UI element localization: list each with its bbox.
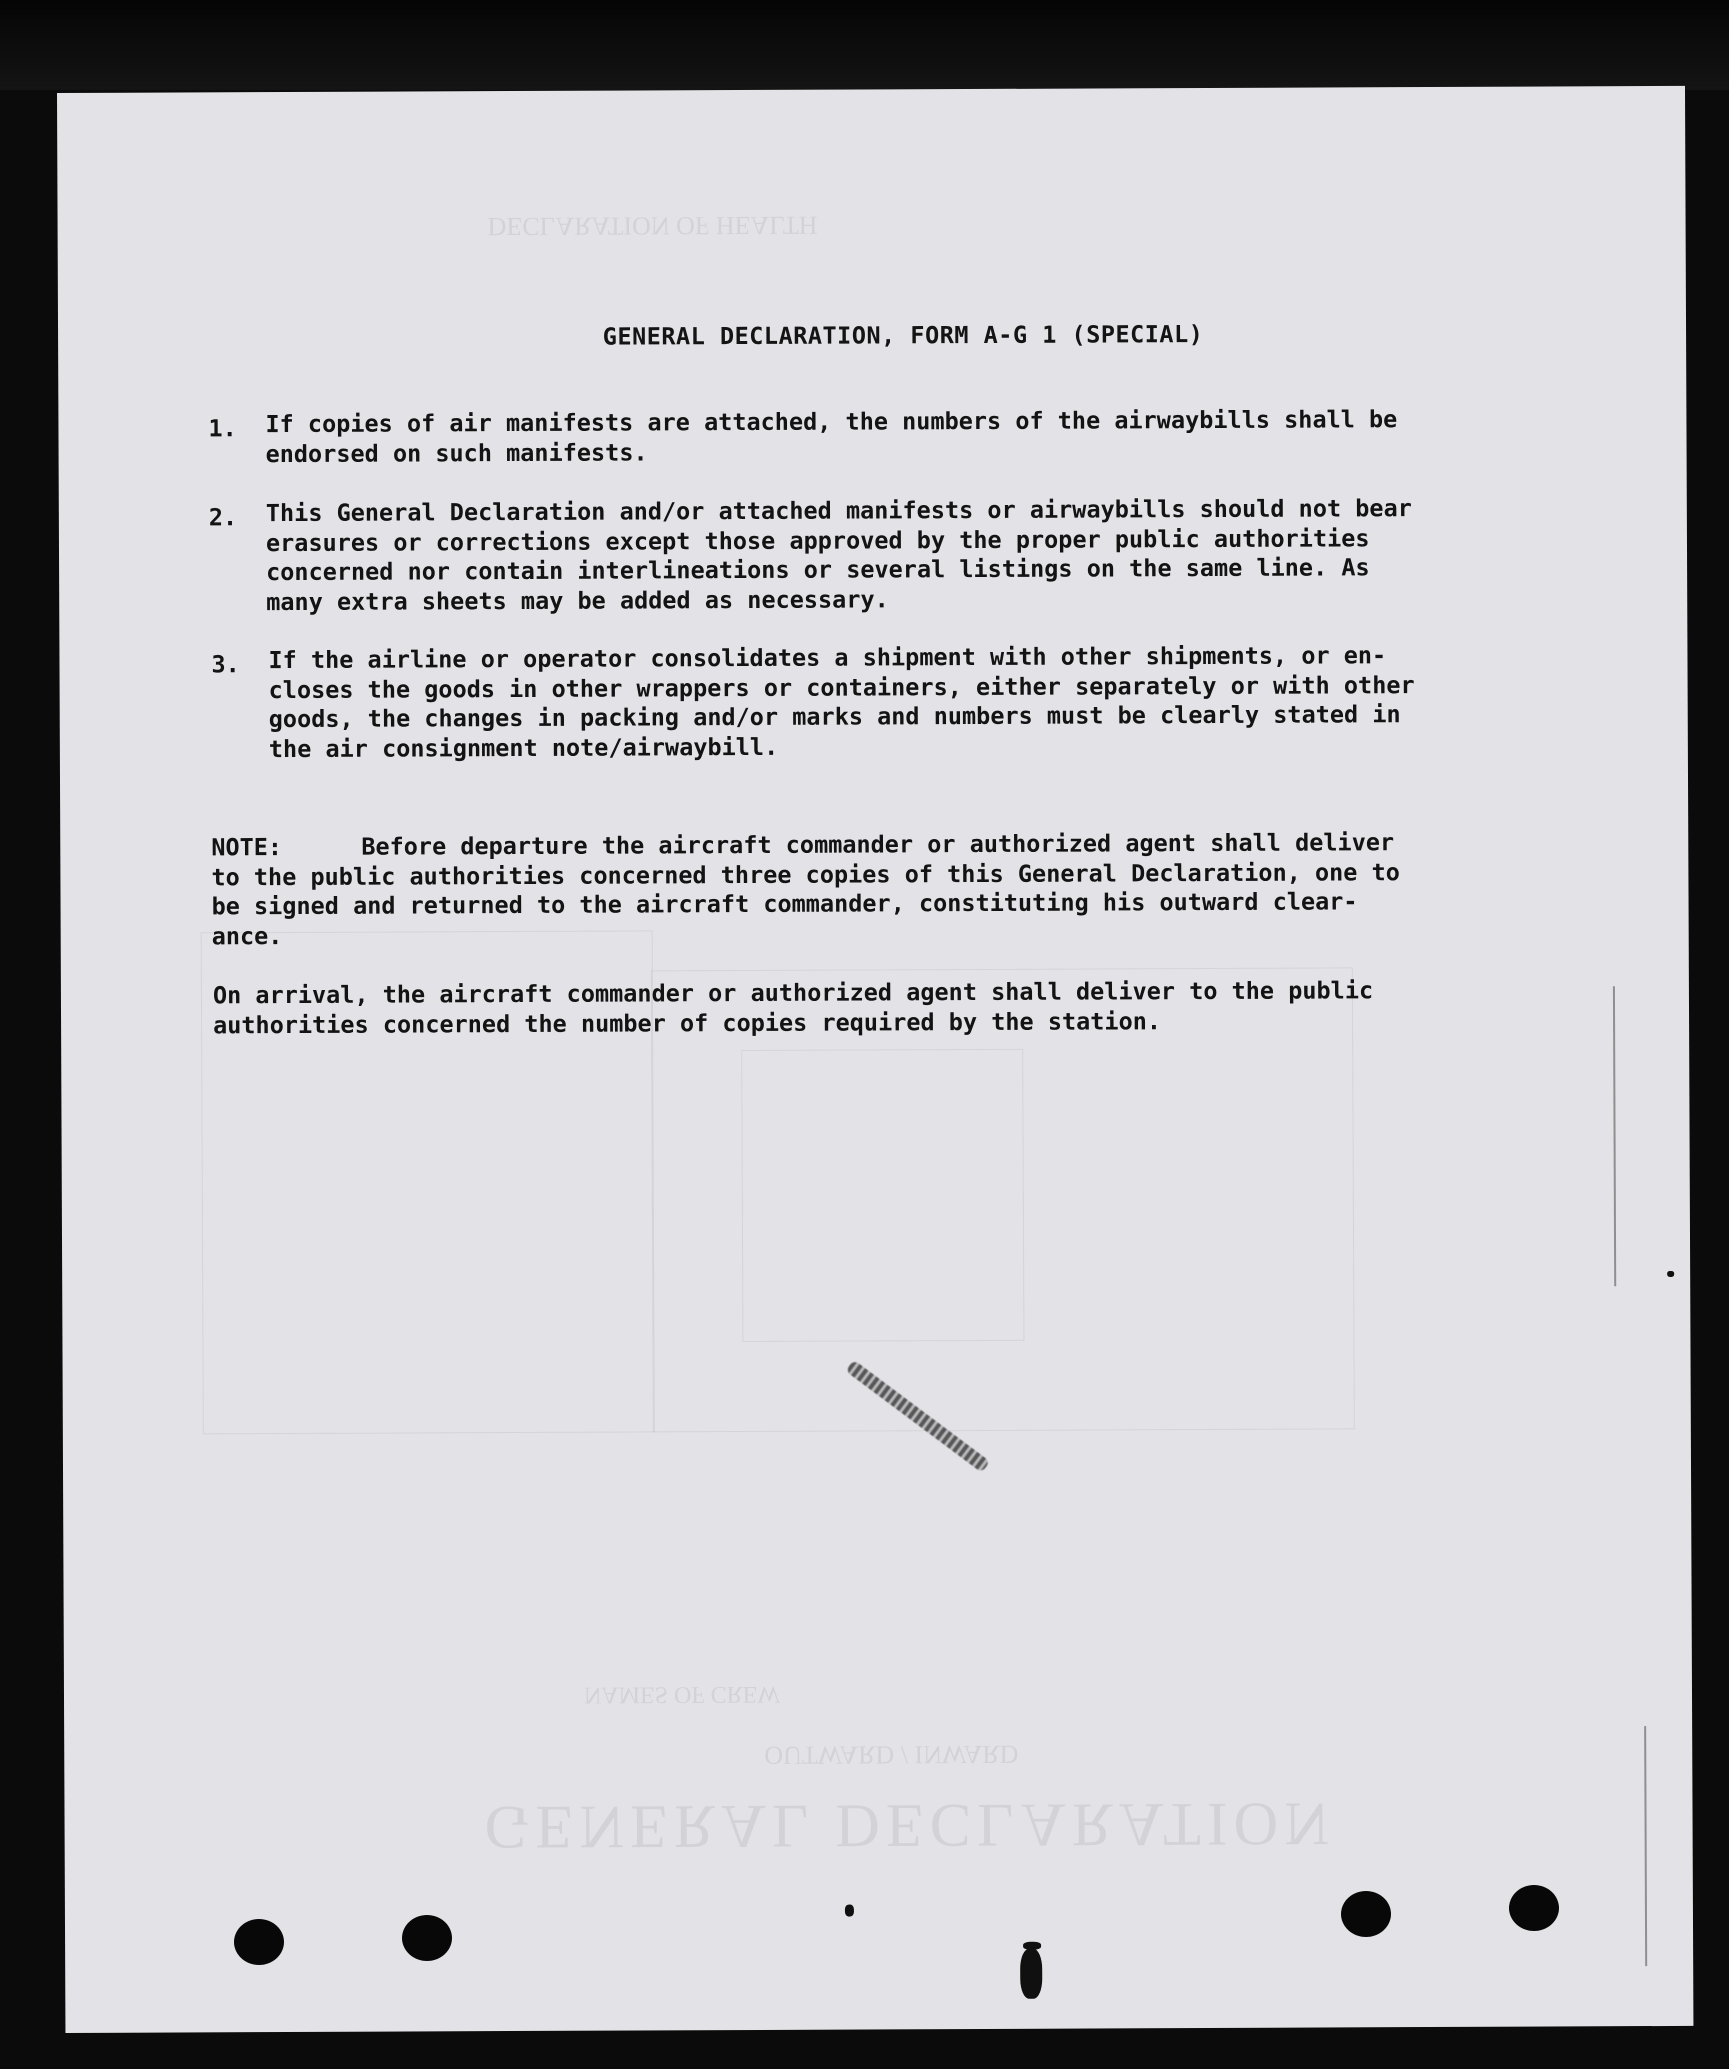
text-line: authorities concerned the number of copies required by the station. [213,1006,1162,1039]
text-line: On arrival, the aircraft commander or authorized agent shall deliver to the public [212,976,1374,1010]
punch-hole [402,1915,452,1961]
text-line: many extra sheets may be added as necessary. [266,584,889,616]
text-line: be signed and returned to the aircraft commander, constituting his outward clear- [211,887,1358,921]
text-line: the air consignment note/airwaybill. [268,732,779,763]
punch-hole [1341,1891,1391,1937]
text-line: If copies of air manifests are attached, the numbers of the airwaybills shall be [265,405,1398,439]
bleed-through-text: GENERAL DECLARATION [484,1789,1336,1862]
document-page [57,86,1693,2033]
text-line: erasures or corrections except those approved by the proper public authorities [265,523,1370,557]
text-line: to the public authorities concerned three copies of this General Declaration, one to [211,857,1400,891]
note-line-1: Before departure the aircraft commander or authorized agent shall deliver [361,828,1395,861]
item-3-text [268,640,1581,764]
text-line: This General Declaration and/or attached manifests or airwaybills should not bear [265,494,1412,528]
scan-edge-mark [1644,1726,1647,1966]
scan-speck [1020,1949,1042,1999]
text-line: If the airline or operator consolidates a shipment with other shipments, or en- [268,641,1387,675]
note-paragraph [211,827,1580,951]
bleed-through-text: OUTWARD / INWARD [764,1739,1019,1770]
bleed-through-text: NAMES OF CREW [583,1680,781,1708]
text-line: ance. [211,921,283,950]
bleed-through-text: DECLARATION OF HEALTH [487,210,818,242]
ink-smudge [845,1360,990,1473]
text-line: endorsed on such manifests. [265,437,648,468]
arrival-paragraph [213,975,1581,1040]
form-title: GENERAL DECLARATION, FORM A-G 1 (SPECIAL) [602,320,1204,351]
scan-edge-mark [1613,986,1616,1286]
text-line: goods, the changes in packing and/or marks and numbers must be clearly stated in [268,700,1401,734]
text-line: concerned nor contain interlineations or several listings on the same line. As [266,553,1370,587]
item-number: 3. [211,650,240,679]
scan-speck [845,1905,854,1917]
item-number: 2. [208,503,238,532]
punch-hole [234,1919,284,1965]
text-line: closes the goods in other wrappers or containers, either separately or with other [268,670,1415,704]
punch-hole [1509,1885,1559,1931]
item-number: 1. [208,414,237,443]
note-label: NOTE: [211,833,283,862]
scan-border [0,0,1729,90]
bleed-through-box [741,1049,1024,1342]
item-2-text [266,493,1579,617]
item-1-text [265,404,1577,469]
scan-speck [1667,1271,1674,1277]
